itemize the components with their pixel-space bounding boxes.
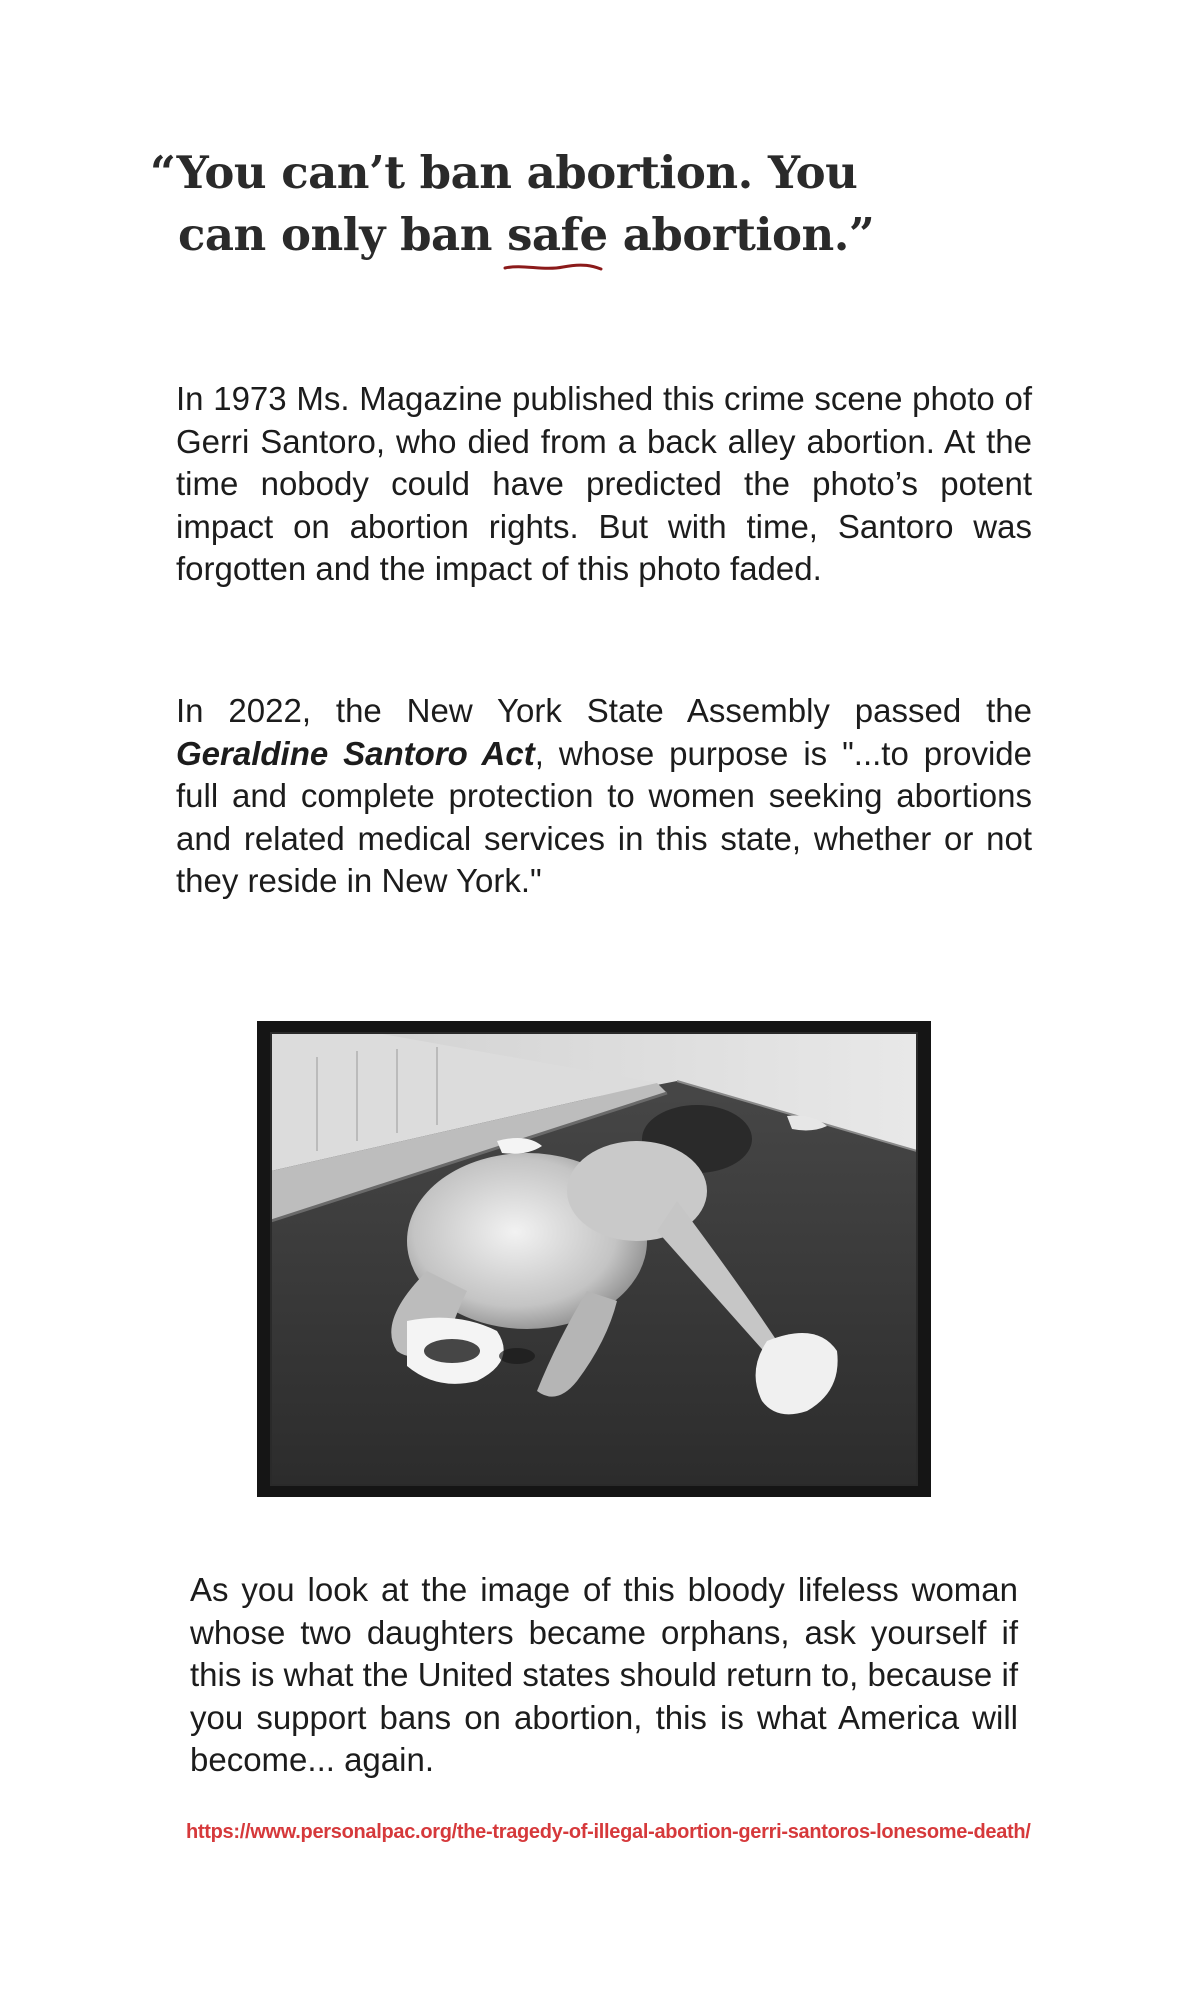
paragraph-history: In 1973 Ms. Magazine published this crime scene photo of Gerri Santoro, who died from a back alley abortion. At the time nobody could have predicted the photo’s potent impact on abortion rights. But with time, Santoro was forgotten and the impact of this photo faded. [176, 380, 1032, 587]
quote-line-1: “You can’t ban abortion. You [150, 146, 858, 199]
hand-drawn-underline-icon [503, 262, 603, 272]
act-name: Geraldine Santoro Act [176, 734, 535, 772]
source-link[interactable]: https://www.personalpac.org/the-tragedy-of-illegal-abortion-gerri-santoros-lonesome-death/ [186, 1821, 1031, 1843]
quote-emphasis-word: safe [507, 204, 607, 266]
headline-quote [150, 142, 1050, 266]
paragraph-reflection: As you look at the image of this bloody lifeless woman whose two daughters became orphans, ask yourself if this is what the United states should return to, because if you support bans on abortion, this is what America will become... again. [190, 1571, 1018, 1778]
crime-scene-photo [257, 1021, 931, 1497]
quote-line-2: can only ban safe abortion.” [150, 204, 1050, 266]
paragraph-act: In 2022, the New York State Assembly passed the Geraldine Santoro Act, whose purpose is "...to provide full and complete protection to women seeking abortions and related medical services in this state, whether or not they reside in New York." [176, 692, 1032, 899]
photo-illustration [257, 1021, 931, 1497]
